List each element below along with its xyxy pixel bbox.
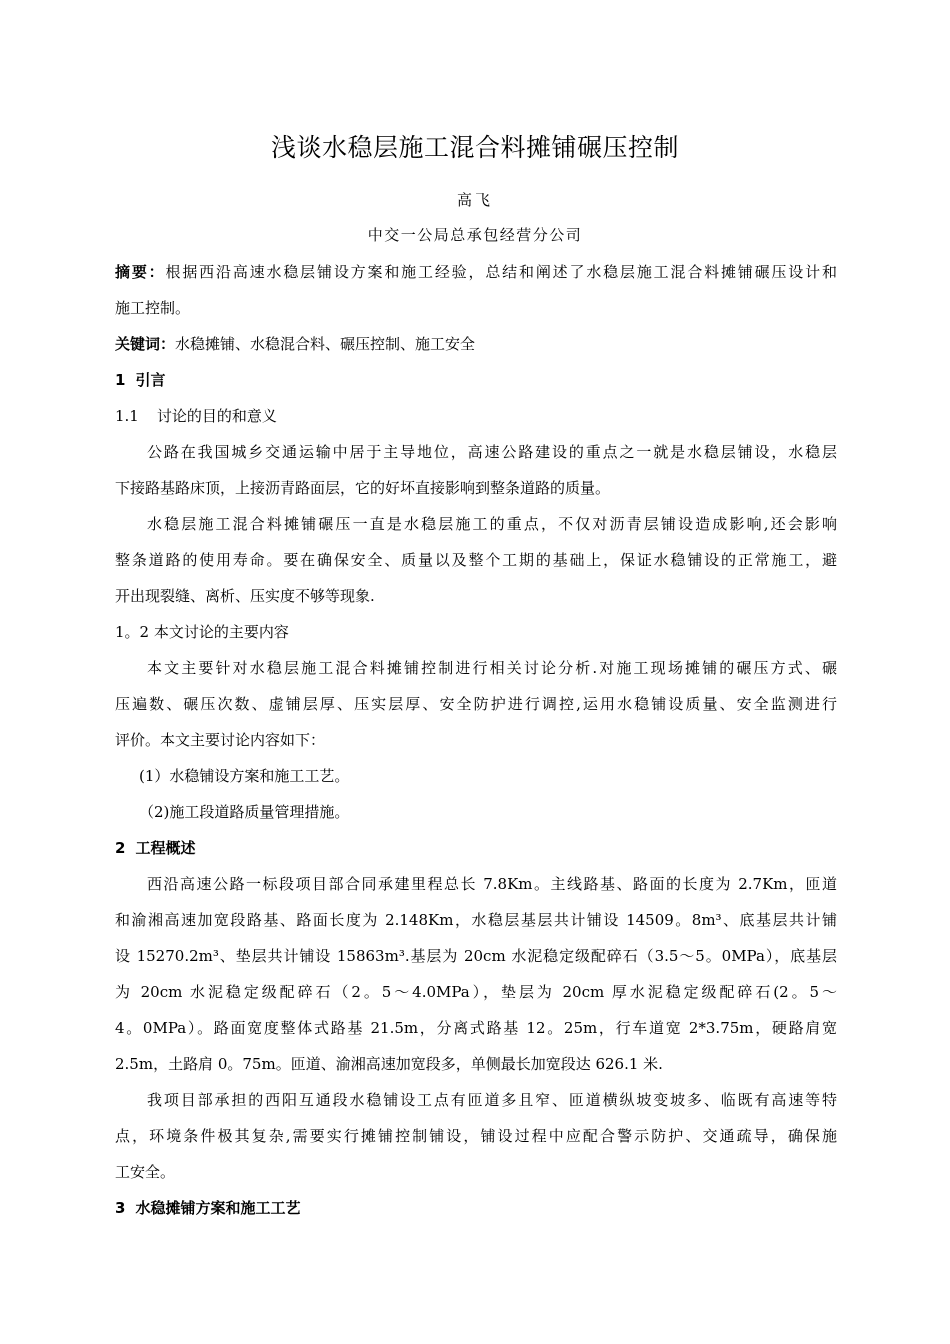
paper-title: 浅谈水稳层施工混合料摊铺碾压控制	[270, 133, 679, 162]
abstract-label: 摘要：	[115, 263, 166, 281]
section-2-title: 工程概述	[135, 839, 196, 857]
paragraph-1-line-2: 下接路基路床顶，上接沥青路面层，它的好坏直接影响到整条道路的质量。	[115, 479, 611, 497]
section-2-number: 2	[115, 839, 126, 857]
paragraph-3-line-3: 评价。本文主要讨论内容如下：	[115, 731, 326, 749]
keywords-label: 关键词：	[115, 335, 176, 353]
author-name: 高飞	[456, 191, 493, 209]
section-1-1-heading	[115, 398, 837, 434]
section-3-number: 3	[115, 1199, 126, 1217]
abstract-line-2: 施工控制。	[115, 299, 191, 317]
section-1-1-number: 1.1	[115, 407, 139, 425]
paragraph-2-line-2: 整条道路的使用寿命。要在确保安全、质量以及整个工期的基础上，保证水稳铺设的正常施工，避	[115, 551, 837, 569]
paragraph-4-line-1: 西沿高速公路一标段项目部合同承建里程总长 7.8Km。主线路基、路面的长度为 2.7Km，匝道	[147, 875, 837, 893]
paragraph-4-line-2: 和渝湘高速加宽段路基、路面长度为 2.148Km，水稳层基层共计铺设 14509。8m³、底基层共计铺	[115, 911, 837, 929]
section-1-number: 1	[115, 371, 126, 389]
paragraph-4-line-3: 设 15270.2m³、垫层共计铺设 15863m³.基层为 20cm 水泥稳定级配碎石（3.5～5。0MPa），底基层	[115, 947, 837, 965]
abstract-text-1: 根据西沿高速水稳层铺设方案和施工经验，总结和阐述了水稳层施工混合料摊铺碾压设计和	[165, 263, 837, 281]
list-item-1: (1）水稳铺设方案和施工工艺。	[139, 767, 350, 785]
section-1-2-heading: 1。2 本文讨论的主要内容	[115, 623, 289, 641]
section-2-heading	[115, 830, 837, 866]
keywords-line	[115, 326, 837, 362]
paragraph-2-line-1: 水稳层施工混合料摊铺碾压一直是水稳层施工的重点，不仅对沥青层铺设造成影响,还会影响	[147, 515, 837, 533]
paragraph-2-line-3: 开出现裂缝、离析、压实度不够等现象.	[115, 587, 375, 605]
keywords-text: 水稳摊铺、水稳混合料、碾压控制、施工安全	[175, 335, 476, 353]
section-3-heading	[115, 1190, 837, 1226]
paragraph-1-line-1: 公路在我国城乡交通运输中居于主导地位，高速公路建设的重点之一就是水稳层铺设，水稳层	[147, 443, 837, 461]
paragraph-3-line-1: 本文主要针对水稳层施工混合料摊铺控制进行相关讨论分析.对施工现场摊铺的碾压方式、碾	[147, 659, 837, 677]
paragraph-3-line-2: 压遍数、碾压次数、虚铺层厚、压实层厚、安全防护进行调控,运用水稳铺设质量、安全监测进行	[115, 695, 837, 713]
paper-body	[115, 254, 837, 1226]
section-1-1-title: 讨论的目的和意义	[156, 407, 277, 425]
paragraph-4-line-4: 为 20cm 水泥稳定级配碎石（2。5～4.0MPa），垫层为 20cm 厚水泥稳定级配碎石(2。5～	[115, 983, 837, 1001]
section-3-title: 水稳摊铺方案和施工工艺	[135, 1199, 301, 1217]
paragraph-5-line-3: 工安全。	[115, 1163, 176, 1181]
section-1-heading	[115, 362, 837, 398]
paragraph-5-line-1: 我项目部承担的西阳互通段水稳铺设工点有匝道多且窄、匝道横纵坡变坡多、临既有高速等特	[147, 1091, 837, 1109]
paragraph-5-line-2: 点，环境条件极其复杂,需要实行摊铺控制铺设，铺设过程中应配合警示防护、交通疏导，确保施	[115, 1127, 837, 1145]
section-1-title: 引言	[135, 371, 166, 389]
paragraph-4-line-6: 2.5m，土路肩 0。75m。匝道、渝湘高速加宽段多，单侧最长加宽段达 626.1 米.	[115, 1055, 663, 1073]
list-item-2: （2)施工段道路质量管理措施。	[139, 803, 350, 821]
abstract-line-1	[115, 254, 837, 290]
author-affiliation: 中交一公局总承包经营分公司	[367, 226, 583, 244]
paragraph-4-line-5: 4。0MPa）。路面宽度整体式路基 21.5m，分离式路基 12。25m，行车道宽 2*3.75m，硬路肩宽	[115, 1019, 837, 1037]
